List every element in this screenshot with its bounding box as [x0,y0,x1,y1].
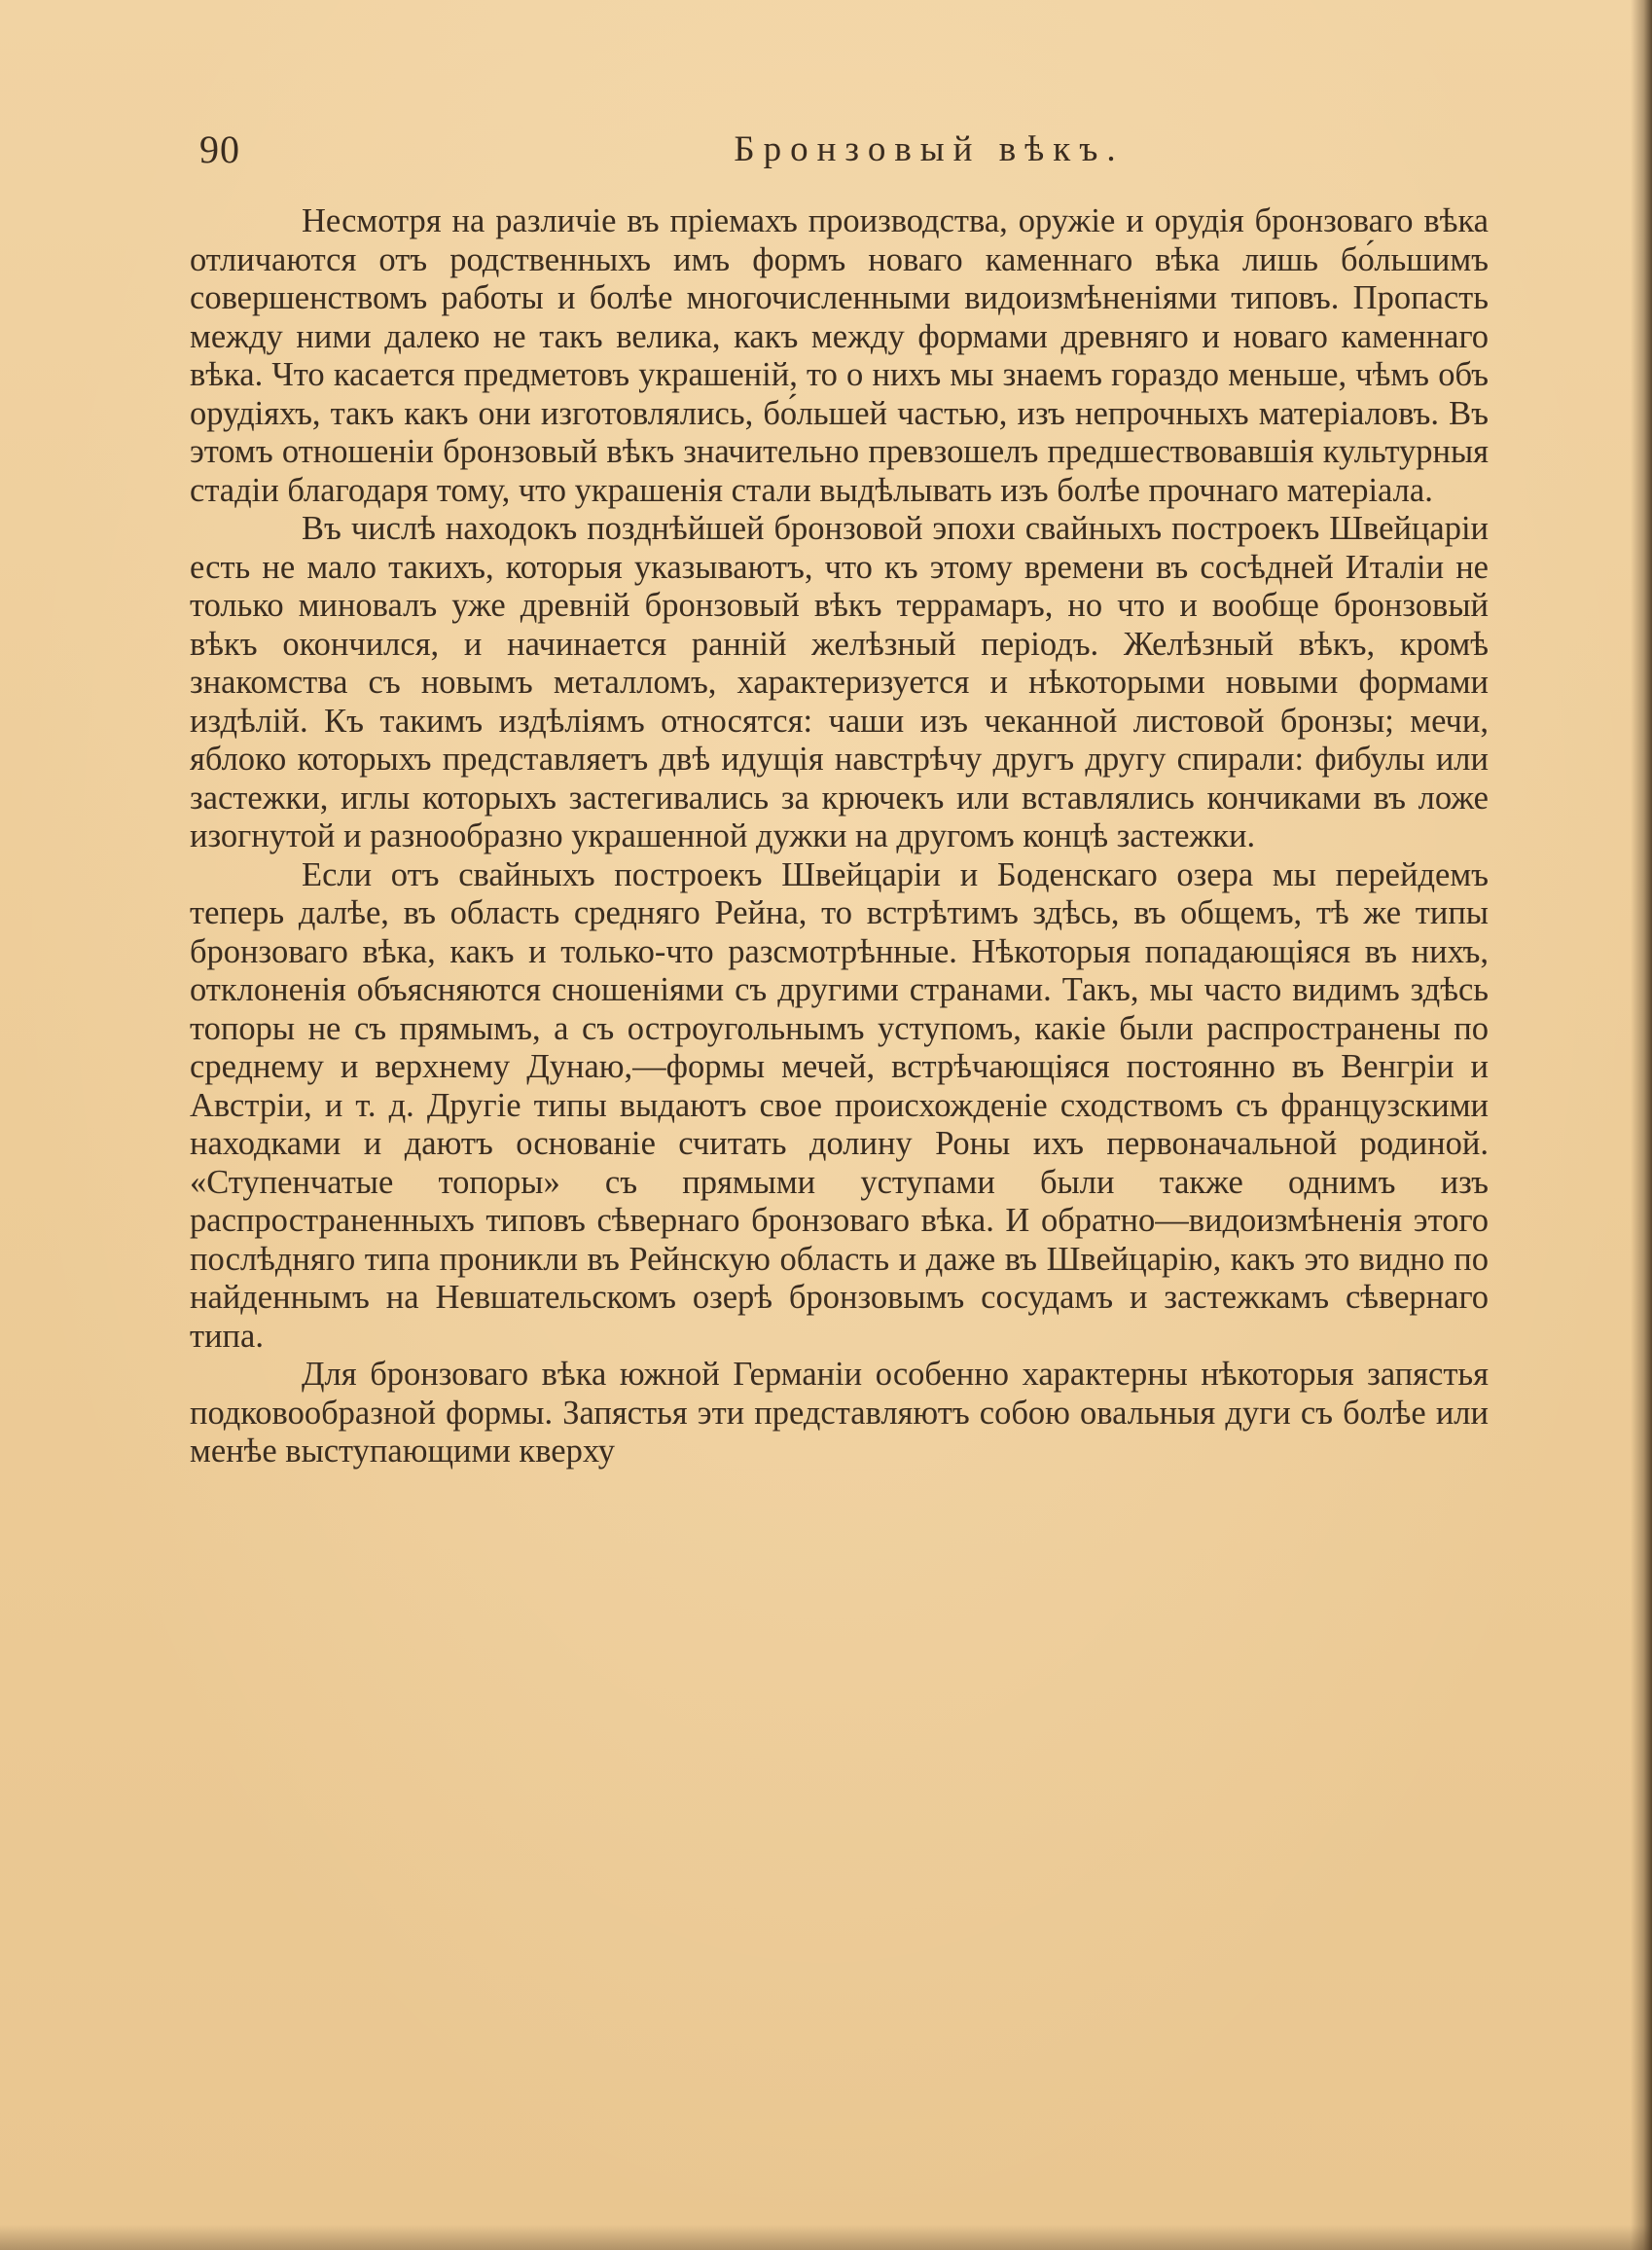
paragraph-3: Если отъ свайныхъ построекъ Швейцаріи и Боденскаго озера мы перейдемъ теперь далѣе, въ область средняго Рейна, то встрѣтимъ здѣсь, въ общемъ, тѣ же типы бронзоваго вѣка, какъ и только-что разсмотрѣнные. Нѣкоторыя попадающіяся въ нихъ, отклоненія объясняются сношеніями съ другими странами. Такъ, мы часто видимъ здѣсь топоры не съ прямымъ, а съ остроугольнымъ уступомъ, какіе были распространены по среднему и верхнему Дунаю,—формы мечей, встрѣчающіяся постоянно въ Венгріи и Австріи, и т. д. Другіе типы выдаютъ свое происхожденіе сходствомъ съ французскими находками и даютъ основаніе считать долину Роны ихъ первоначальной родиной. «Ступенчатые топоры» съ прямыми уступами были также однимъ изъ распространенныхъ типовъ сѣвернаго бронзоваго вѣка. И обратно—видоизмѣненія этого послѣдняго типа проникли въ Рейнскую область и даже въ Швейцарію, какъ это видно по найденнымъ на Невшательскомъ озерѣ бронзовымъ сосудамъ и застежкамъ сѣвернаго типа. [190,855,1489,1355]
page-bottom-edge [0,2225,1652,2250]
page-header [199,127,1493,175]
page-number: 90 [199,127,240,171]
paragraph-1: Несмотря на различіе въ пріемахъ производства, оружіе и орудія бронзоваго вѣка отличаются отъ родственныхъ имъ формъ новаго каменнаго вѣка лишь бо́льшимъ совершенствомъ работы и болѣе многочисленными видоизмѣненіями типовъ. Пропасть между ними далеко не такъ велика, какъ между формами древняго и новаго каменнаго вѣка. Что касается предметовъ украшеній, то о нихъ мы знаемъ гораздо меньше, чѣмъ объ орудіяхъ, такъ какъ они изготовлялись, бо́льшей частью, изъ непрочныхъ матеріаловъ. Въ этомъ отношеніи бронзовый вѣкъ значительно превзошелъ предшествовавшія культурныя стадіи благодаря тому, что украшенія стали выдѣлывать изъ болѣе прочнаго матеріала. [190,202,1489,509]
paragraph-4: Для бронзоваго вѣка южной Германіи особенно характерны нѣкоторыя запястья подковообразной формы. Запястья эти представляютъ собою овальныя дуги съ болѣе или менѣе выступающими кверху [190,1356,1489,1470]
paragraph-2: Въ числѣ находокъ позднѣйшей бронзовой эпохи свайныхъ построекъ Швейцаріи есть не мало такихъ, которыя указываютъ, что къ этому времени въ сосѣдней Италіи не только миновалъ уже древній бронзовый вѣкъ террамаръ, но что и вообще бронзовый вѣкъ окончился, и начинается ранній желѣзный періодъ. Желѣзный вѣкъ, кромѣ знакомства съ новымъ металломъ, характеризуется и нѣкоторыми новыми формами издѣлій. Къ такимъ издѣліямъ относятся: чаши изъ чеканной листовой бронзы; мечи, яблоко которыхъ представляетъ двѣ идущія навстрѣчу другъ другу спирали: фибулы или застежки, иглы которыхъ застегивались за крючекъ или вставлялись кончиками въ ложе изогнутой и разнообразно украшенной дужки на другомъ концѣ застежки. [190,510,1489,854]
body-text [190,202,1489,1471]
page-edge-shadow [1631,0,1652,2250]
running-title: Бронзовый вѣкъ. [734,129,1125,169]
